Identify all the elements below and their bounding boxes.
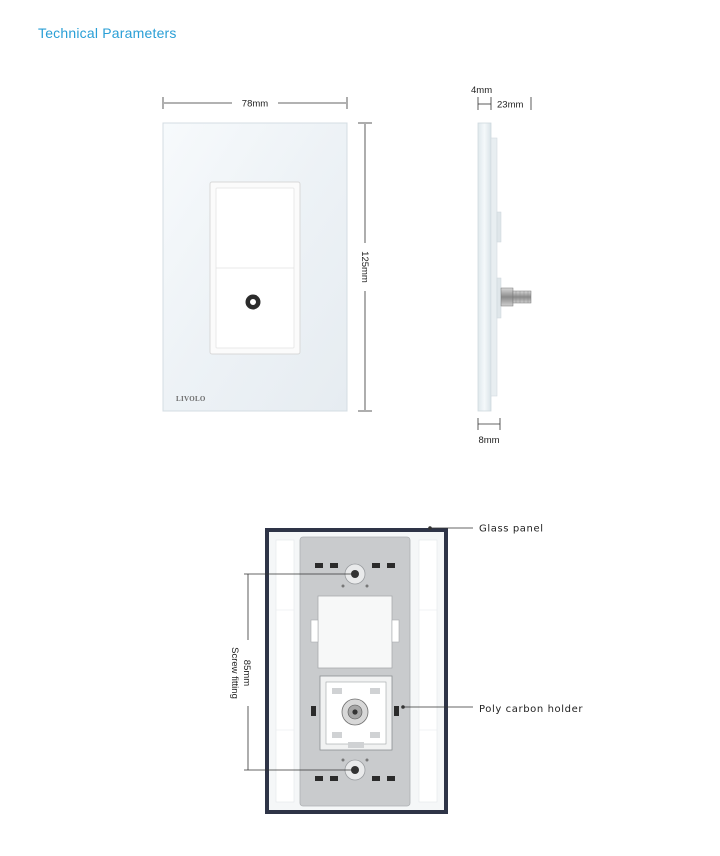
- page-title: Technical Parameters: [38, 25, 177, 41]
- module-window: [318, 596, 392, 668]
- width-dimension: [163, 97, 347, 110]
- coax-depth-dimension: [478, 418, 500, 446]
- backplate-side: [491, 138, 497, 396]
- coax-socket-center: [250, 299, 256, 305]
- depth-label: 23mm: [497, 99, 524, 111]
- height-dimension: [358, 123, 372, 411]
- coax-depth-label: 8mm: [478, 435, 500, 446]
- coax-module-back: [311, 676, 399, 750]
- brand-logo: LIVOLO: [176, 395, 206, 403]
- module-side-tab-bottom: [497, 278, 501, 318]
- front-view: [163, 123, 347, 411]
- height-label: 125mm: [359, 251, 370, 283]
- glass-panel-label: Glass panel: [479, 523, 544, 535]
- holder-label: Poly carbon holder: [479, 704, 584, 715]
- screw-fitting-label: Screw fitting: [229, 647, 240, 699]
- glass-thickness-label: 4mm: [471, 85, 493, 96]
- coax-barrel-icon: [513, 291, 531, 303]
- back-view: [265, 528, 448, 814]
- side-view: [478, 123, 531, 411]
- module-side-tab-top: [497, 212, 501, 242]
- coax-nut-icon: [501, 288, 513, 306]
- width-label: 78mm: [241, 98, 269, 110]
- screw-fitting-value: 85mm: [241, 659, 252, 687]
- glass-panel-side: [478, 123, 491, 411]
- depth-dimension: [471, 85, 531, 111]
